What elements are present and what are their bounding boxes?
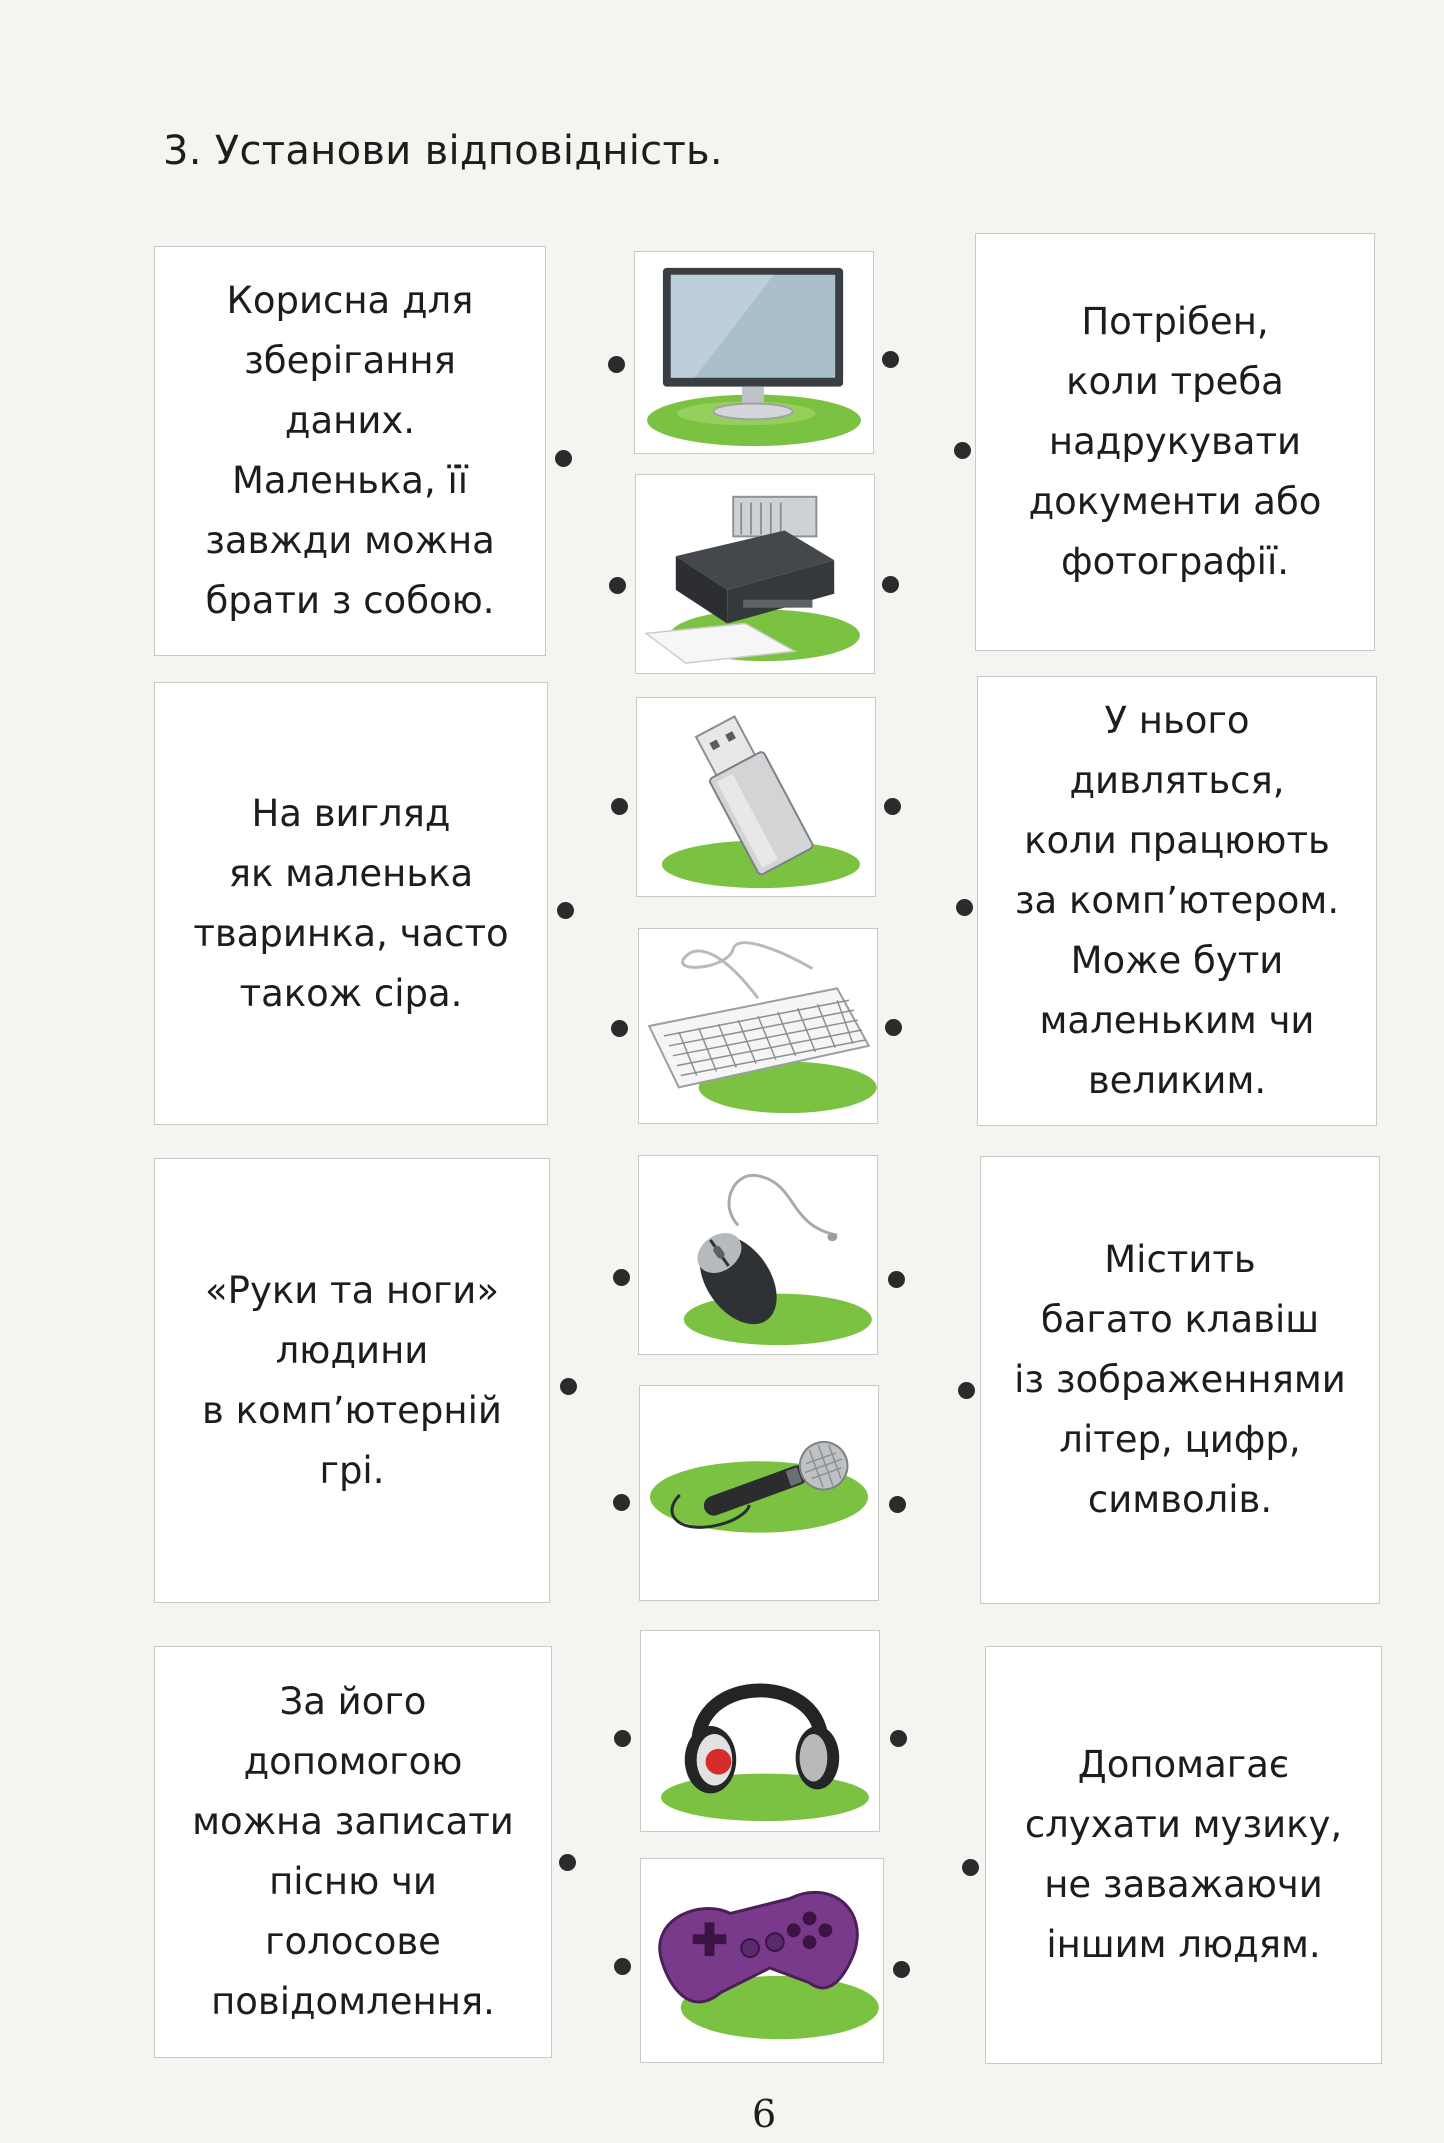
microphone-icon	[640, 1386, 878, 1600]
left-box-1	[154, 246, 546, 656]
connector-dot[interactable]	[884, 798, 901, 815]
picture-card-printer	[635, 474, 875, 674]
picture-card-usb	[636, 697, 876, 897]
connector-dot[interactable]	[893, 1961, 910, 1978]
connector-dot[interactable]	[882, 351, 899, 368]
left-box-text: Корисна для зберігання даних. Маленька, її завжди можна брати з собою.	[205, 279, 495, 622]
left-box-2	[154, 682, 548, 1125]
connector-dot[interactable]	[888, 1271, 905, 1288]
connector-dot[interactable]	[613, 1269, 630, 1286]
connector-dot[interactable]	[889, 1496, 906, 1513]
connector-dot[interactable]	[611, 1020, 628, 1037]
connector-dot[interactable]	[609, 577, 626, 594]
exercise-title: 3. Установи відповідність.	[163, 128, 723, 174]
picture-card-microphone	[639, 1385, 879, 1601]
connector-dot[interactable]	[611, 798, 628, 815]
left-box-4	[154, 1646, 552, 2058]
left-box-text: За його допомогою можна записати пісню чи голосове повідомлення.	[192, 1680, 514, 2023]
gamepad-icon	[641, 1859, 883, 2062]
connector-dot[interactable]	[560, 1378, 577, 1395]
picture-card-gamepad	[640, 1858, 884, 2063]
connector-dot[interactable]	[608, 356, 625, 373]
right-box-4	[985, 1646, 1382, 2064]
left-box-text: На вигляд як маленька тваринка, часто також сіра.	[193, 791, 509, 1015]
picture-card-monitor	[634, 251, 874, 454]
connector-dot[interactable]	[559, 1854, 576, 1871]
connector-dot[interactable]	[885, 1019, 902, 1036]
right-box-text: Допомагає слухати музику, не заважаючи іншим людям.	[1024, 1743, 1343, 1966]
connector-dot[interactable]	[613, 1494, 630, 1511]
connector-dot[interactable]	[882, 576, 899, 593]
connector-dot[interactable]	[962, 1859, 979, 1876]
connector-dot[interactable]	[958, 1382, 975, 1399]
connector-dot[interactable]	[614, 1730, 631, 1747]
connector-dot[interactable]	[555, 450, 572, 467]
right-box-text: Потрібен, коли треба надрукувати документи або фотографії.	[1028, 300, 1322, 583]
right-box-1	[975, 233, 1375, 651]
picture-card-headphones	[640, 1630, 880, 1832]
picture-card-mouse	[638, 1155, 878, 1355]
monitor-icon	[635, 252, 873, 453]
headphones-icon	[641, 1631, 879, 1831]
connector-dot[interactable]	[956, 899, 973, 916]
computer-mouse-icon	[639, 1156, 877, 1354]
usb-flash-drive-icon	[637, 698, 875, 896]
right-box-text: У нього дивляться, коли працюють за комп’ютером. Може бути маленьким чи великим.	[1014, 699, 1340, 1102]
connector-dot[interactable]	[954, 442, 971, 459]
printer-icon	[636, 475, 874, 673]
connector-dot[interactable]	[614, 1958, 631, 1975]
page-number: 6	[752, 2092, 777, 2136]
right-box-text: Містить багато клавіш із зображеннями літер, цифр, символів.	[1014, 1238, 1346, 1521]
left-box-text: «Руки та ноги» людини в комп’ютерній грі.	[202, 1268, 502, 1492]
connector-dot[interactable]	[890, 1730, 907, 1747]
left-box-3	[154, 1158, 550, 1603]
connector-dot[interactable]	[557, 902, 574, 919]
right-box-3	[980, 1156, 1380, 1604]
picture-card-keyboard	[638, 928, 878, 1124]
keyboard-icon	[639, 929, 877, 1123]
right-box-2	[977, 676, 1377, 1126]
